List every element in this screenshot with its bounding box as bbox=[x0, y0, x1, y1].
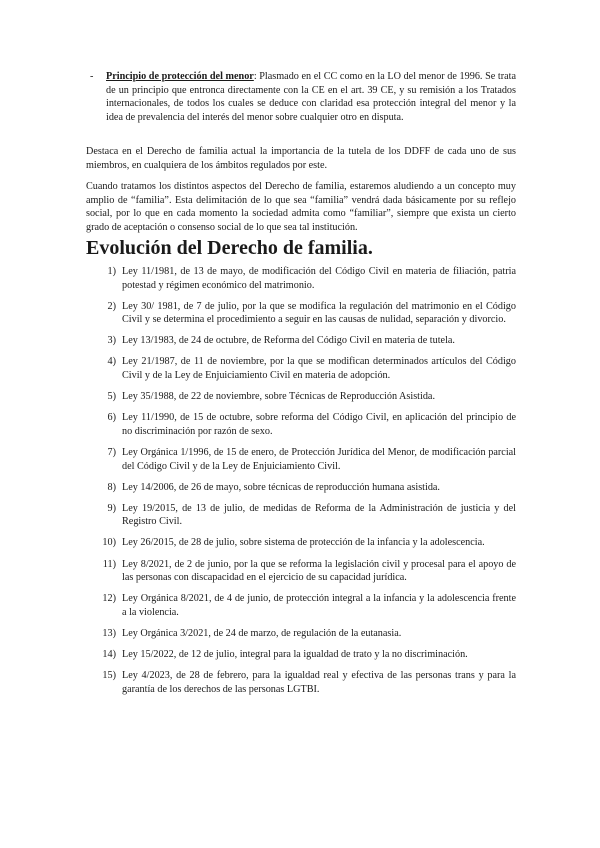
list-item bbox=[0, 536, 516, 550]
principle-term: Principio de protección del menor bbox=[106, 71, 254, 82]
list-item bbox=[0, 334, 516, 348]
bullet-marker: - bbox=[90, 71, 94, 82]
list-item bbox=[0, 446, 516, 473]
list-item bbox=[0, 627, 516, 641]
paragraph-familia-concept: Cuando tratamos los distintos aspectos del Derecho de familia, estaremos aludiendo a un concepto muy amplio de “familia”. Esta delimitación de lo que sea “familia” vendrá dada básicamente por su reflejo social, por lo que en cada momento la sociedad admita como “familiar”, siempre que exista un cierto grado de aceptación o consenso social de lo que sea tal institución. bbox=[86, 181, 516, 233]
list-item bbox=[0, 390, 516, 404]
list-item-text: Ley 15/2022, de 12 de julio, integral para la igualdad de trato y la no discriminación. bbox=[122, 648, 468, 660]
list-item bbox=[0, 355, 516, 382]
principle-bullet bbox=[90, 70, 516, 124]
list-item-number: 15) bbox=[102, 670, 116, 682]
list-item-text: Ley 13/1983, de 24 de octubre, de Reforma del Código Civil en materia de tutela. bbox=[122, 335, 455, 347]
list-item-text: Ley 35/1988, de 22 de noviembre, sobre Técnicas de Reproducción Asistida. bbox=[122, 391, 435, 403]
paragraph-ddff: Destaca en el Derecho de familia actual la importancia de la tutela de los DDFF de cada uno de sus miembros, en cualquiera de los ámbitos regulados por este. bbox=[86, 146, 516, 171]
principle-text: : Plasmado en el CC como en la LO del menor de 1996. Se trata de un principio que entronca directamente con la CE en el art. 39 CE, y su remisión a los Tratados internacionales, de todos los cuales se deduce con claridad esa protección integral del menor y la idea de prevalencia del interés del menor sobre cualquier otro en disputa. bbox=[106, 71, 516, 123]
list-item-text: Ley 19/2015, de 13 de julio, de medidas de Reforma de la Administración de justicia y del Registro Civil. bbox=[122, 502, 516, 528]
list-item bbox=[0, 265, 516, 292]
list-item bbox=[0, 502, 516, 529]
list-item-number: 1) bbox=[107, 266, 116, 277]
section-heading: Evolución del Derecho de familia. bbox=[86, 237, 373, 259]
list-item-text: Ley 21/1987, de 11 de noviembre, por la que se modifican determinados artículos del Código Civil y de la Ley de Enjuiciamiento Civil en materia de adopción. bbox=[122, 356, 516, 382]
list-item-number: 12) bbox=[102, 593, 116, 605]
list-item bbox=[0, 648, 516, 662]
list-item-text: Ley Orgánica 1/1996, de 15 de enero, de Protección Jurídica del Menor, de modificación parcial del Código Civil y de la Ley de Enjuiciamiento Civil. bbox=[122, 446, 516, 472]
list-item bbox=[0, 669, 516, 696]
list-item-number: 10) bbox=[102, 537, 116, 549]
list-item-number: 4) bbox=[107, 356, 116, 368]
list-item-number: 8) bbox=[107, 481, 116, 493]
list-item-text: Ley 4/2023, de 28 de febrero, para la igualdad real y efectiva de las personas trans y para la garantía de los derechos de las personas LGTBI. bbox=[122, 670, 516, 695]
list-item-number: 2) bbox=[107, 300, 116, 312]
list-item-text: Ley 26/2015, de 28 de julio, sobre sistema de protección de la infancia y la adolescencia. bbox=[122, 537, 485, 549]
list-item-number: 9) bbox=[107, 502, 116, 514]
list-item-number: 3) bbox=[107, 335, 116, 347]
list-item-number: 11) bbox=[102, 558, 116, 570]
laws-list bbox=[0, 265, 600, 704]
list-item bbox=[0, 558, 516, 585]
list-item-text: Ley 8/2021, de 2 de junio, por la que se reforma la legislación civil y procesal para el apoyo de las personas con discapacidad en el ejercicio de su capacidad jurídica. bbox=[122, 558, 516, 584]
list-item-text: Ley Orgánica 3/2021, de 24 de marzo, de regulación de la eutanasia. bbox=[122, 627, 402, 639]
list-item-text: Ley 30/ 1981, de 7 de julio, por la que se modifica la regulación del matrimonio en el Código Civil y se determina el procedimiento a seguir en las causas de nulidad, separación y divorcio. bbox=[122, 300, 516, 326]
list-item-number: 7) bbox=[107, 446, 116, 458]
list-item-number: 14) bbox=[102, 648, 116, 660]
list-item-number: 6) bbox=[107, 412, 116, 424]
list-item-number: 13) bbox=[102, 627, 116, 639]
list-item bbox=[0, 411, 516, 438]
list-item bbox=[0, 300, 516, 327]
list-item-text: Ley 11/1981, de 13 de mayo, de modificación del Código Civil en materia de filiación, patria potestad y régimen económico del matrimonio. bbox=[122, 266, 516, 291]
list-item-text: Ley 11/1990, de 15 de octubre, sobre reforma del Código Civil, en aplicación del principio de no discriminación por razón de sexo. bbox=[122, 412, 516, 437]
list-item-text: Ley 14/2006, de 26 de mayo, sobre técnicas de reproducción humana asistida. bbox=[122, 481, 440, 493]
list-item-text: Ley Orgánica 8/2021, de 4 de junio, de protección integral a la infancia y la adolescencia frente a la violencia. bbox=[122, 593, 516, 618]
list-item bbox=[0, 592, 516, 619]
list-item-number: 5) bbox=[107, 391, 116, 403]
list-item bbox=[0, 481, 516, 495]
